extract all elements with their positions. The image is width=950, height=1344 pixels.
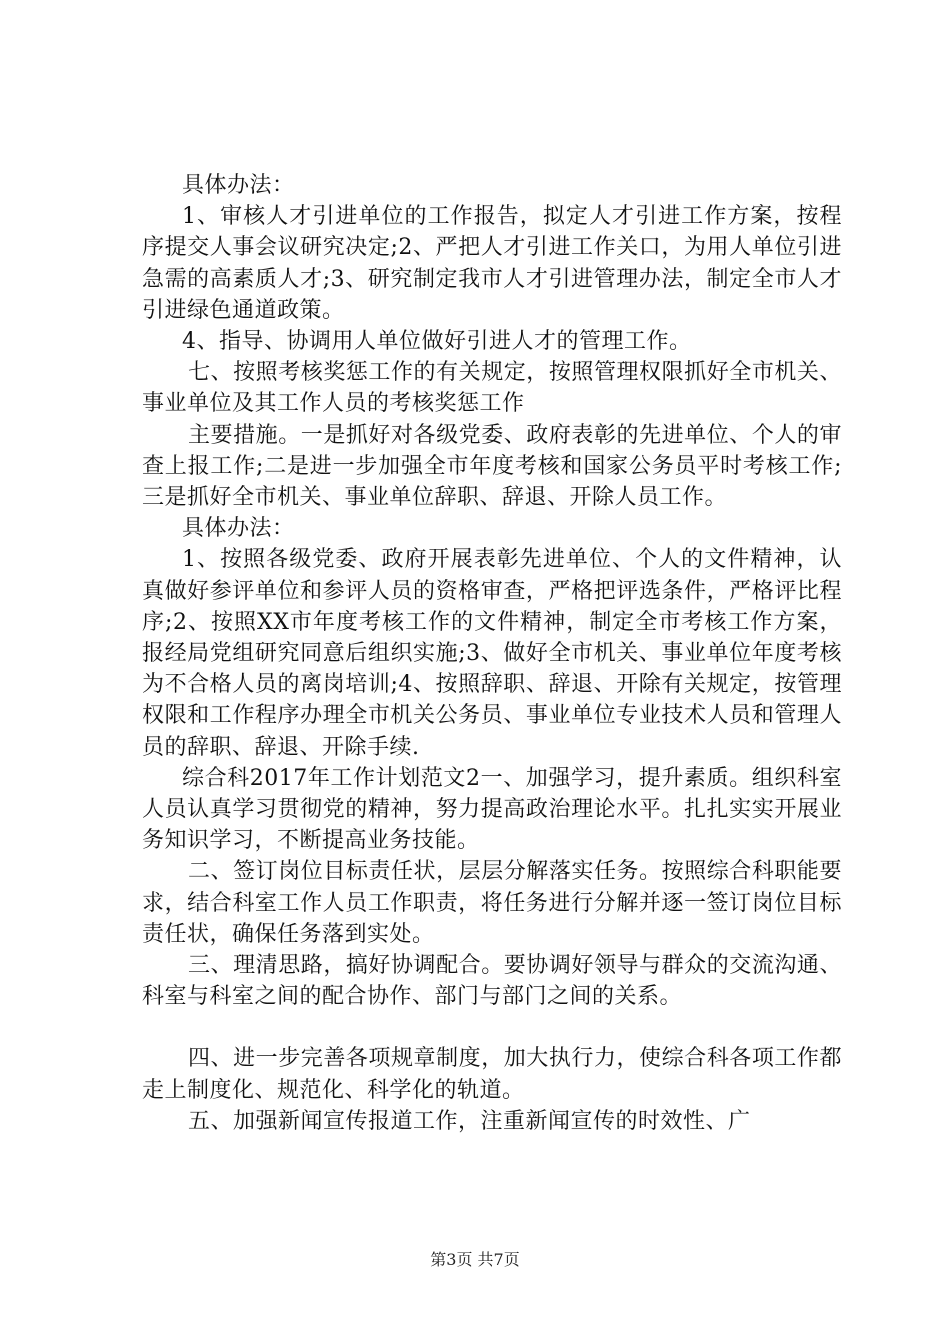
document-body — [142, 170, 842, 1137]
page-number-footer: 第3页 共7页 — [430, 1250, 520, 1269]
paragraph-gap — [142, 1012, 842, 1043]
paragraph-section-three: 三、理清思路，搞好协调配合。要协调好领导与群众的交流沟通、科室与科室之间的配合协作、部门与部门之间的关系。 — [142, 953, 842, 1010]
paragraph-section-two: 二、签订岗位目标责任状，层层分解落实任务。按照综合科职能要求，结合科室工作人员工作职责，将任务进行分解并逐一签订岗位目标责任状，确保任务落到实处。 — [142, 859, 842, 947]
paragraph-talent-measures: 1、审核人才引进单位的工作报告，拟定人才引进工作方案，按程序提交人事会议研究决定;2、严把人才引进工作关口，为用人单位引进急需的高素质人才;3、研究制定我市人才引进管理办法，制定全市人才引进绿色通道政策。 — [142, 204, 842, 323]
paragraph-talent-guidance: 4、指导、协调用人单位做好引进人才的管理工作。 — [182, 329, 692, 355]
paragraph-section-seven: 七、按照考核奖惩工作的有关规定，按照管理权限抓好全市机关、事业单位及其工作人员的考核奖惩工作 — [142, 360, 842, 417]
paragraph-assessment-methods: 1、按照各级党委、政府开展表彰先进单位、个人的文件精神，认真做好参评单位和参评人员的资格审查，严格把评选条件，严格评比程序;2、按照XX市年度考核工作的文件精神，制定全市考核工作方案，报经局党组研究同意后组织实施;3、做好全市机关、事业单位年度考核为不合格人员的离岗培训;4、按照辞职、辞退、开除有关规定，按管理权限和工作程序办理全市机关公务员、事业单位专业技术人员和管理人员的辞职、辞退、开除手续. — [142, 547, 842, 760]
paragraph-section-five: 五、加强新闻宣传报道工作，注重新闻宣传的时效性、广 — [188, 1108, 751, 1134]
paragraph-main-measures: 主要措施。一是抓好对各级党委、政府表彰的先进单位、个人的审查上报工作;二是进一步加强全市年度考核和国家公务员平时考核工作;三是抓好全市机关、事业单位辞职、辞退、开除人员工作。 — [142, 422, 842, 511]
paragraph-method-heading-2: 具体办法： — [182, 516, 295, 542]
paragraph-method-heading-1: 具体办法： — [182, 173, 295, 198]
paragraph-plan-2017: 综合科2017年工作计划范文2一、加强学习，提升素质。组织科室人员认真学习贯彻党的精神，努力提高政治理论水平。扎扎实实开展业务知识学习，不断提高业务技能。 — [142, 765, 842, 854]
paragraph-section-four: 四、进一步完善各项规章制度，加大执行力，使综合科各项工作都走上制度化、规范化、科学化的轨道。 — [142, 1046, 842, 1103]
